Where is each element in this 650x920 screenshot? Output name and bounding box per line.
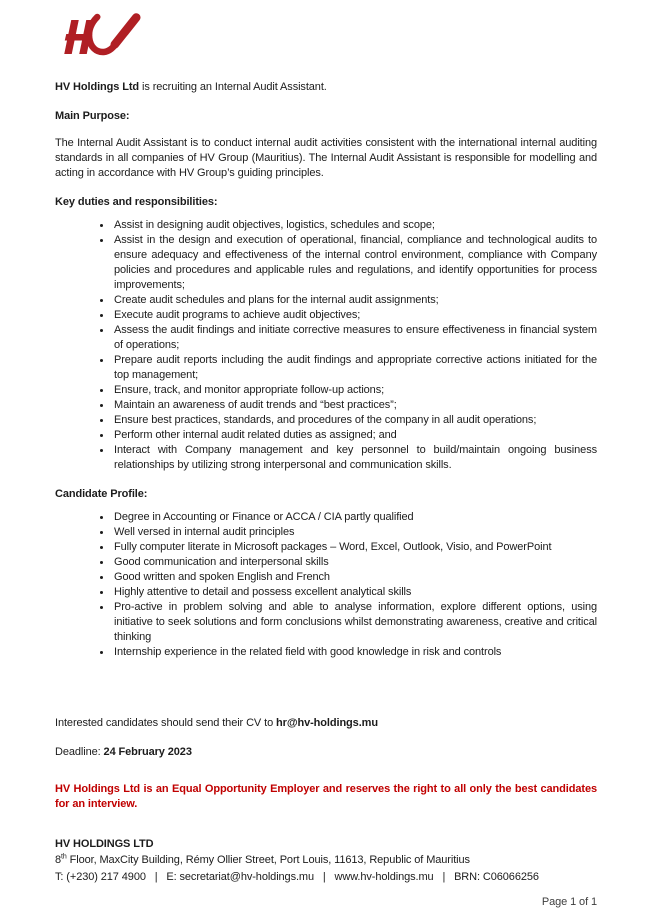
key-duty-item — [112, 398, 597, 413]
key-duty-item — [112, 443, 597, 473]
candidate-profile-item — [112, 600, 597, 645]
hv-logo-graphic — [55, 12, 147, 62]
candidate-profile-text: Fully computer literate in Microsoft packages – Word, Excel, Outlook, Visio, and PowerPoint — [114, 541, 552, 553]
footer-address-text: Floor, MaxCity Building, Rémy Ollier Street, Port Louis, 11613, Republic of Mauritius — [66, 854, 470, 866]
candidate-profile-item — [112, 645, 597, 660]
footer — [55, 836, 597, 886]
key-duties-heading: Key duties and responsibilities: — [55, 196, 218, 208]
footer-address-number: 8 — [55, 854, 62, 866]
candidate-profile-text: Well versed in internal audit principles — [114, 526, 295, 538]
key-duty-item — [112, 293, 597, 308]
key-duty-item — [112, 233, 597, 293]
candidate-profile-text: Pro-active in problem solving and able to analyse information, explore different options, using initiative to seek solutions and form conclusions whilst demonstrating awareness, creative and critical thinking — [114, 601, 597, 643]
intro-line — [55, 80, 597, 95]
logo-swoosh-upstroke — [115, 18, 137, 45]
footer-company-name: HV HOLDINGS LTD — [55, 837, 154, 850]
key-duty-text: Execute audit programs to achieve audit objectives; — [114, 309, 361, 321]
main-purpose-heading: Main Purpose: — [55, 110, 130, 122]
candidate-profile-list — [55, 510, 597, 660]
key-duty-text: Perform other internal audit related duties as assigned; and — [114, 429, 397, 441]
cv-instruction — [55, 716, 597, 731]
candidate-profile-text: Highly attentive to detail and possess excellent analytical skills — [114, 586, 412, 598]
deadline-label: Deadline: — [55, 746, 104, 758]
deadline-line — [55, 745, 597, 760]
candidate-profile-text: Internship experience in the related field with good knowledge in risk and controls — [114, 646, 502, 658]
footer-contact: T: (+230) 217 4900 | E: secretariat@hv-holdings.mu | www.hv-holdings.mu | BRN: C06066256 — [55, 870, 539, 883]
footer-address-ordinal: th — [61, 853, 67, 861]
key-duty-item — [112, 413, 597, 428]
candidate-profile-item — [112, 585, 597, 600]
cv-text: Interested candidates should send their CV to — [55, 717, 277, 729]
candidate-profile-heading: Candidate Profile: — [55, 488, 148, 500]
key-duty-text: Ensure best practices, standards, and procedures of the company in all audit operations; — [114, 414, 537, 426]
deadline-date: 24 February 2023 — [103, 746, 192, 758]
key-duty-text: Ensure, track, and monitor appropriate follow-up actions; — [114, 384, 385, 396]
page-number: Page 1 of 1 — [541, 896, 597, 908]
candidate-profile-item — [112, 510, 597, 525]
key-duty-item — [112, 353, 597, 383]
key-duty-text: Maintain an awareness of audit trends and “best practices”; — [114, 399, 397, 411]
key-duty-text: Assess the audit findings and initiate corrective measures to ensure effectiveness in financial system of operations; — [114, 324, 597, 351]
main-purpose-paragraph: The Internal Audit Assistant is to conduct internal audit activities consistent with the international internal auditing standards in all companies of HV Group (Mauritius). The Internal Audit Assistant is responsible for modelling and acting in accordance with HV Group’s guiding principles. — [55, 137, 597, 179]
key-duties-list — [55, 218, 597, 473]
hv-logo — [55, 12, 597, 62]
key-duty-item — [112, 383, 597, 398]
candidate-profile-text: Good written and spoken English and French — [114, 571, 330, 583]
candidate-profile-item — [112, 540, 597, 555]
key-duty-text: Interact with Company management and key personnel to build/maintain ongoing business relationships by utilizing strong interpersonal and communication skills. — [114, 444, 597, 471]
key-duty-item — [112, 428, 597, 443]
key-duty-item — [112, 323, 597, 353]
candidate-profile-text: Degree in Accounting or Finance or ACCA / CIA partly qualified — [114, 511, 414, 523]
candidate-profile-item — [112, 570, 597, 585]
intro-company: HV Holdings Ltd — [55, 81, 140, 93]
key-duty-text: Assist in the design and execution of operational, financial, compliance and technological audits to ensure adequacy and effectiveness of the internal control environment, compliance with Company policies and procedures and applicable rules and regulations, and identify opportunities for process improvements; — [114, 234, 597, 291]
candidate-profile-item — [112, 555, 597, 570]
candidate-profile-item — [112, 525, 597, 540]
eoe-notice: HV Holdings Ltd is an Equal Opportunity Employer and reserves the right to all only the best candidates for an interview. — [55, 782, 597, 810]
key-duty-item — [112, 308, 597, 323]
cv-email: hr@hv-holdings.mu — [276, 717, 378, 729]
intro-text: is recruiting an Internal Audit Assistant. — [139, 81, 327, 93]
key-duty-text: Assist in designing audit objectives, logistics, schedules and scope; — [114, 219, 435, 231]
key-duty-text: Create audit schedules and plans for the internal audit assignments; — [114, 294, 439, 306]
footer-address — [55, 852, 597, 869]
candidate-profile-text: Good communication and interpersonal skills — [114, 556, 329, 568]
key-duty-item — [112, 218, 597, 233]
key-duty-text: Prepare audit reports including the audit findings and appropriate corrective actions initiated for the top management; — [114, 354, 597, 381]
